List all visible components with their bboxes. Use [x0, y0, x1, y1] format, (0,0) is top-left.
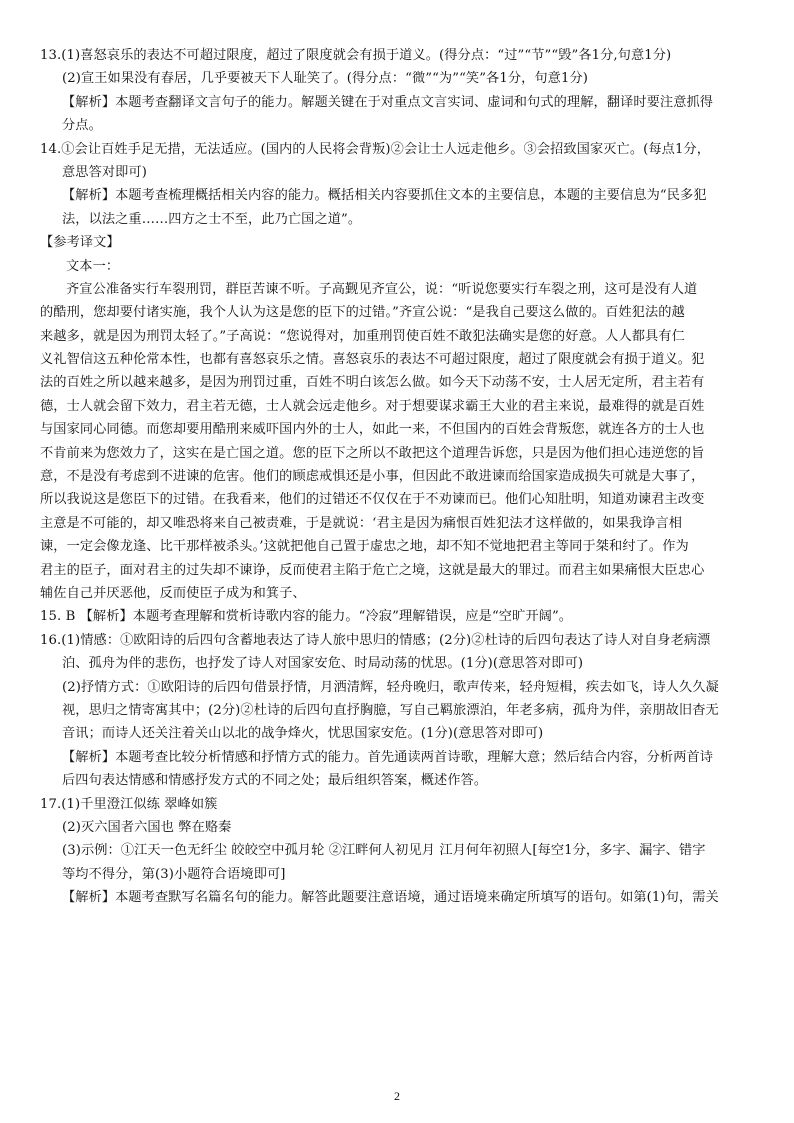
text-line: 【解析】本题考查比较分析情感和抒情方式的能力。首先通读两首诗歌，理解大意；然后结合内容，分析两首诗 — [62, 749, 714, 765]
text-line: 【解析】本题考查默写名篇名句的能力。解答此题要注意语境，通过语境来确定所填写的语句。如第(1)句，需关 — [62, 890, 719, 906]
text-line: 泊、孤舟为伴的悲伤，也抒发了诗人对国家安危、时局动荡的忧思。(1分)(意思答对即可) — [62, 656, 584, 672]
text-line: 后四句表达情感和情感抒发方式的不同之处；最后组织答案，概述作答。 — [62, 773, 488, 789]
text-line: 音讯；而诗人还关注着关山以北的战争烽火，忧思国家安危。(1分)(意思答对即可) — [62, 726, 544, 742]
text-line: 16.(1)情感：①欧阳诗的后四句含蓄地表达了诗人旅中思归的情感；(2分)②杜诗的后四句表达了诗人对自身老病漂 — [40, 632, 711, 648]
text-line: 文本一： — [66, 258, 120, 274]
text-line: 分点。 — [62, 118, 102, 134]
text-line: 义礼智信这五种伦常本性，也都有喜怒哀乐之情。喜怒哀乐的表达不可超过限度，超过了限度就会有损于道义。犯 — [40, 352, 705, 368]
text-line: 法，以法之重……四方之士不至，此乃亡国之道”。 — [62, 211, 362, 227]
text-line: 的酷刑，您却要付诸实施，我个人认为这是您的臣下的过错。”齐宣公说：“是我自己要这么做的。百姓犯法的越 — [40, 305, 685, 321]
answer-text-body — [40, 44, 760, 909]
text-line: 视，思归之情寄寓其中；(2分)②杜诗的后四句直抒胸臆，写自己羁旅漂泊，年老多病，孤舟为伴，亲朋故旧杳无 — [62, 702, 719, 718]
text-line: 主意是不可能的，却又唯恐将来自己被责难，于是就说：‘君主是因为痛恨百姓犯法才这样做的，如果我诤言相 — [40, 515, 683, 531]
text-line: (2)抒情方式：①欧阳诗的后四句借景抒情，月洒清辉，轻舟晚归，歌声传来，轻舟短楫，疾去如飞，诗人久久凝 — [62, 679, 719, 695]
text-line: 德，士人就会留下效力，君主若无德，士人就会远走他乡。对于想要谋求霸王大业的君主来说，最难得的就是百姓 — [40, 398, 705, 414]
text-line: 来越多，就是因为刑罚太轻了。”子高说：“您说得对，加重刑罚使百姓不敢犯法确实是您的好意。人人都具有仁 — [40, 328, 685, 344]
text-line: 意，不是没有考虑到不进谏的危害。他们的顾虑戒惧还是小事，但因此不敢进谏而给国家造成损失可就是大事了， — [40, 469, 705, 485]
page-number: 2 — [393, 1089, 401, 1103]
text-line: 法的百姓之所以越来越多，是因为刑罚过重，百姓不明白该怎么做。如今天下动荡不安，士人居无定所，君主若有 — [40, 375, 705, 391]
text-line: 【解析】本题考查梳理概括相关内容的能力。概括相关内容要抓住文本的主要信息，本题的主要信息为“民多犯 — [62, 188, 707, 204]
text-line: 14.①会让百姓手足无措，无法适应。(国内的人民将会背叛)②会让士人远走他乡。③会招致国家灭亡。(每点1分， — [40, 141, 711, 157]
text-line: (2)宣王如果没有春居，几乎要被天下人耻笑了。(得分点：“微”“为”“笑”各1分，句意1分) — [62, 71, 588, 87]
text-line: 谏，一定会像龙逢、比干那样被杀头。’这就把他自己置于虚忠之地，却不知不觉地把君主等同于桀和纣了。作为 — [40, 539, 689, 555]
text-line: 13.(1)喜怒哀乐的表达不可超过限度，超过了限度就会有损于道义。(得分点：“过”“节”“毁”各1分,句意1分) — [40, 48, 672, 63]
text-line: (2)灭六国者六国也 弊在赂秦 — [62, 819, 232, 835]
text-line: 15. B 【解析】本题考查理解和赏析诗歌内容的能力。“冷寂”理解错误，应是“空旷开阔”。 — [40, 609, 573, 625]
text-line: 等均不得分，第(3)小题符合语境即可] — [62, 866, 286, 882]
text-line: 不肯前来为您效力了，这实在是亡国之道。您的臣下之所以不敢把这个道理告诉您，只是因为他们担心违逆您的旨 — [40, 445, 705, 461]
text-line: 所以我说这是您臣下的过错。在我看来，他们的过错还不仅仅在于不劝谏而已。他们心知肚明，知道劝谏君主改变 — [40, 492, 705, 508]
text-line: 【参考译文】 — [40, 235, 120, 251]
text-line: 【解析】本题考查翻译文言句子的能力。解题关键在于对重点文言实词、虚词和句式的理解，翻译时要注意抓得 — [62, 94, 714, 110]
text-line: 君主的臣子，面对君主的过失却不谏诤，反而使君主陷于危亡之境，这就是最大的罪过。而君主如果痛恨大臣忠心 — [40, 562, 705, 578]
text-line: (3)示例：①江天一色无纤尘 皎皎空中孤月轮 ②江畔何人初见月 江月何年初照人[每空1分，多字、漏字、错字 — [62, 843, 706, 859]
text-line: 17.(1)千里澄江似练 翠峰如簇 — [40, 796, 218, 812]
text-line: 辅佐自己并厌恶他，反而使臣子成为和箕子、 — [40, 585, 306, 601]
text-line: 意思答对即可) — [62, 164, 147, 180]
text-line: 齐宣公准备实行车裂刑罚，群臣苦谏不听。子高觐见齐宣公，说：“听说您要实行车裂之刑，这可是没有人道 — [66, 281, 698, 297]
text-line: 与国家同心同德。而您却要用酷刑来威吓国内外的士人，如此一来，不但国内的百姓会背叛您，就连各方的士人也 — [40, 422, 705, 438]
